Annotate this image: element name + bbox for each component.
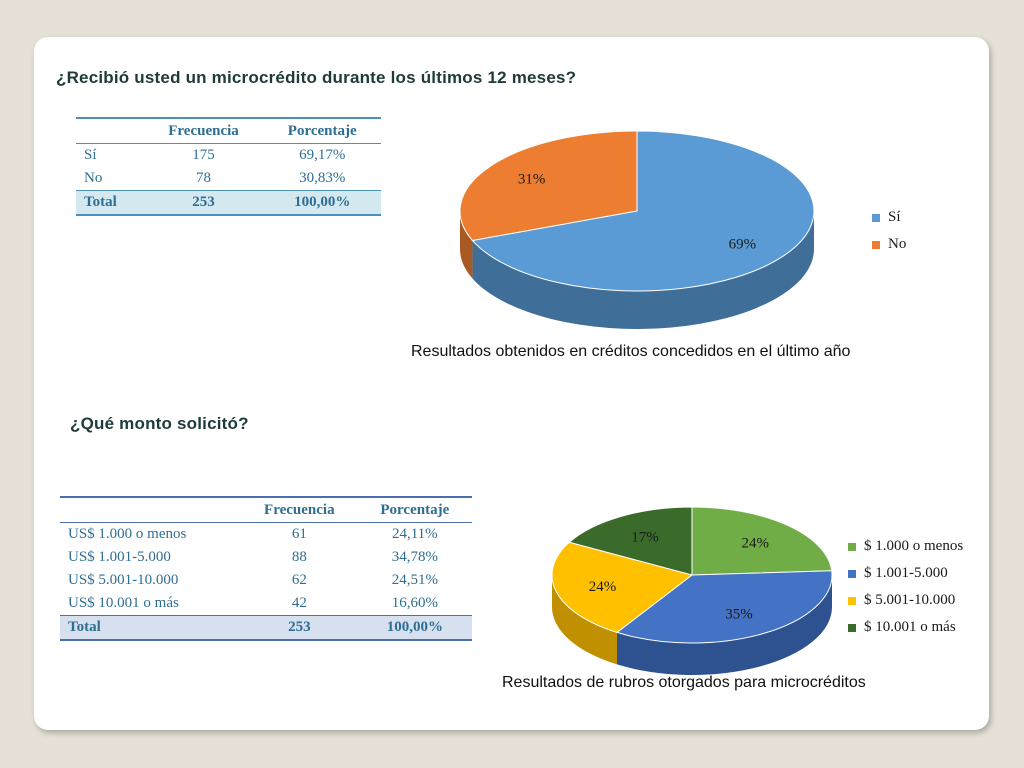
legend-amount [848, 533, 963, 641]
table-cell: 175 [192, 147, 215, 163]
amount-table [60, 496, 472, 641]
legend-item-0-1 [872, 231, 906, 258]
legend-swatch [848, 570, 856, 578]
table-cell: Total [76, 191, 144, 216]
legend-swatch [848, 543, 856, 551]
table-header-frecuencia: Frecuencia [264, 501, 335, 518]
legend-item-1-3 [848, 614, 963, 641]
pie-chart-microcredit [449, 122, 869, 337]
legend-label: $ 5.001-10.000 [864, 592, 956, 608]
legend-swatch [848, 597, 856, 605]
caption-amount: Resultados de rubros otorgados para microcréditos [502, 674, 866, 691]
caption-microcredit: Resultados obtenidos en créditos concedidos en el último año [411, 343, 851, 360]
pie-data-label: 17% [631, 529, 659, 546]
table-cell: 16,60% [391, 595, 438, 611]
table-total-row [76, 191, 381, 216]
table-header-frecuencia: Frecuencia [168, 122, 239, 139]
table-cell: 78 [196, 170, 211, 186]
table-cell: US$ 1.001-5.000 [68, 549, 171, 565]
table-row [76, 167, 381, 191]
table-cell: 100,00% [263, 191, 381, 216]
table-cell: 61 [291, 526, 307, 542]
table-cell: 24,11% [391, 526, 438, 542]
legend-label: $ 1.001-5.000 [864, 565, 948, 581]
table-cell: US$ 10.001 o más [68, 595, 179, 611]
table-cell: 62 [291, 572, 307, 588]
pie-data-label: 35% [725, 606, 753, 623]
table-header-blank [76, 118, 144, 144]
table-header-porcentaje: Porcentaje [380, 501, 450, 518]
legend-item-0-0 [872, 204, 906, 231]
table-header-porcentaje: Porcentaje [287, 122, 357, 139]
table-cell: 253 [241, 616, 358, 641]
pie-data-label: 24% [588, 579, 617, 596]
table-cell: US$ 1.000 o menos [68, 526, 187, 542]
table-row [60, 569, 472, 592]
table-header-row [76, 118, 381, 144]
table-total-row [60, 616, 472, 641]
legend-microcredit [872, 204, 906, 258]
pie-data-label: 24% [741, 535, 770, 552]
table-cell: 24,51% [391, 572, 438, 588]
pie-data-label: 31% [517, 171, 546, 188]
legend-swatch [872, 214, 880, 222]
table-row [60, 592, 472, 616]
table-cell: 253 [144, 191, 264, 216]
table-row [60, 546, 472, 569]
question-amount: ¿Qué monto solicitó? [70, 414, 249, 433]
table-header-blank [60, 497, 241, 523]
table-cell: 34,78% [391, 549, 438, 565]
table-row [60, 523, 472, 547]
table-cell: US$ 5.001-10.000 [68, 572, 179, 588]
table-cell: No [84, 170, 103, 186]
legend-item-1-0 [848, 533, 963, 560]
table-cell: Total [60, 616, 241, 641]
legend-label: Sí [888, 209, 901, 225]
table-cell: 88 [291, 549, 307, 565]
legend-swatch [872, 241, 880, 249]
table-cell: 30,83% [299, 170, 346, 186]
legend-label: $ 10.001 o más [864, 619, 956, 635]
legend-swatch [848, 624, 856, 632]
table-row [76, 144, 381, 168]
legend-label: $ 1.000 o menos [864, 538, 964, 554]
legend-item-1-2 [848, 587, 963, 614]
legend-label: No [888, 236, 907, 252]
table-header-row [60, 497, 472, 523]
microcredit-table [76, 117, 381, 216]
table-cell: Sí [84, 147, 97, 163]
table-cell: 69,17% [299, 147, 346, 163]
pie-data-label: 69% [728, 236, 757, 253]
question-microcredit: ¿Recibió usted un microcrédito durante los últimos 12 meses? [56, 68, 577, 87]
legend-item-1-1 [848, 560, 963, 587]
pie-chart-amount [504, 492, 844, 672]
table-cell: 100,00% [358, 616, 472, 641]
table-cell: 42 [291, 595, 307, 611]
slide [34, 37, 989, 730]
